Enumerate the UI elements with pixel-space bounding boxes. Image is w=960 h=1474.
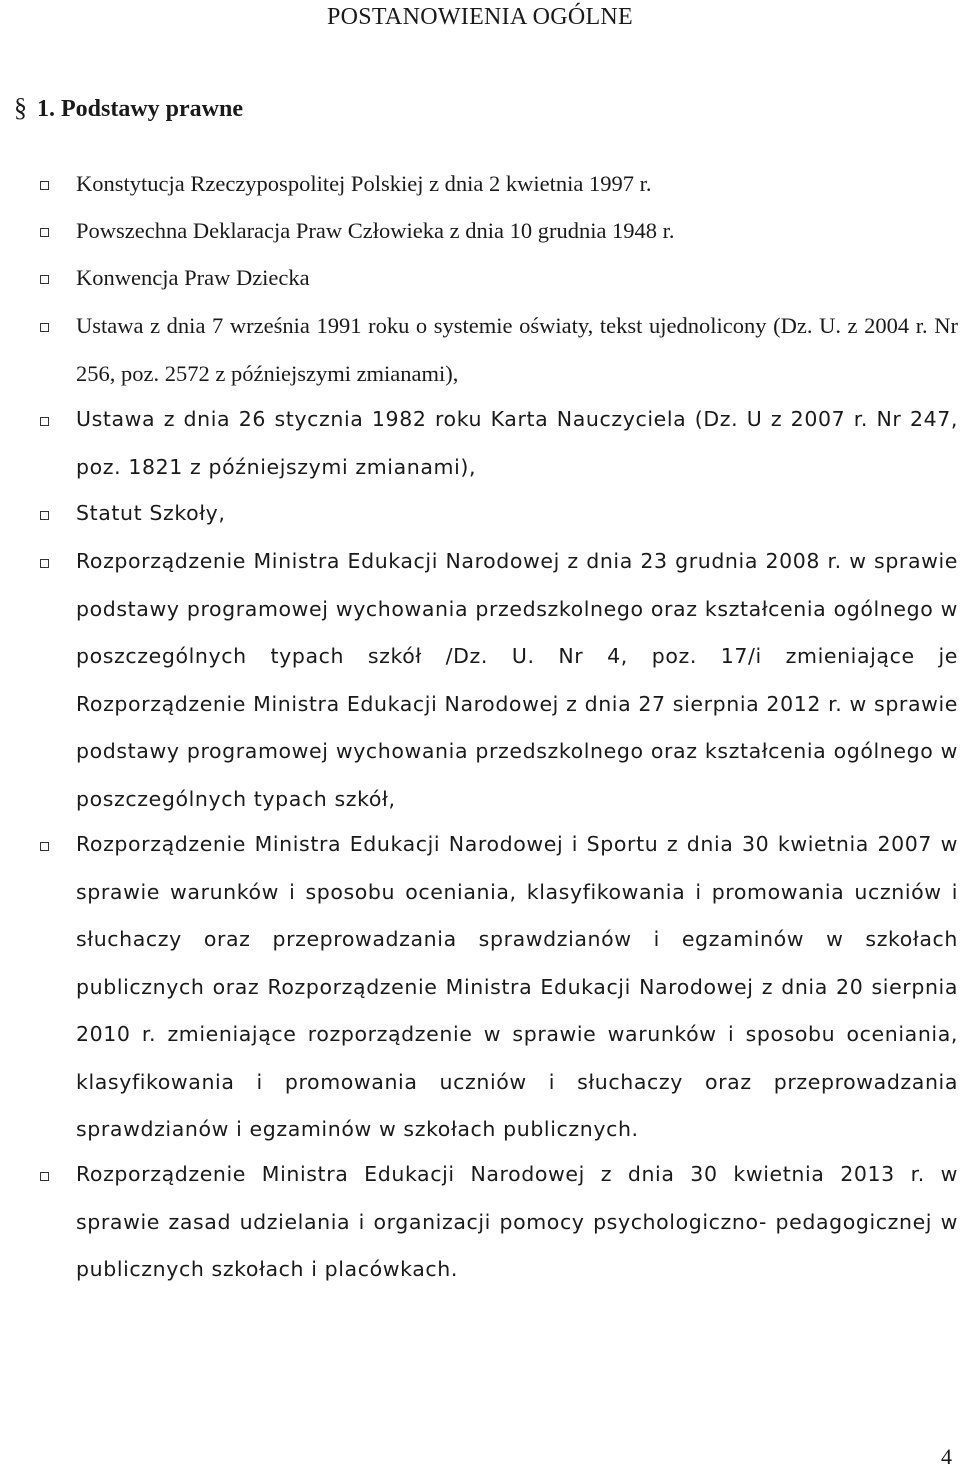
square-bullet-icon — [40, 275, 49, 284]
square-bullet-icon — [40, 1172, 49, 1181]
square-bullet-icon — [40, 559, 49, 568]
section-symbol: § — [14, 93, 27, 122]
section-heading-text: 1. Podstawy prawne — [37, 96, 244, 122]
page-number: 4 — [941, 1444, 952, 1469]
section-heading — [14, 92, 243, 125]
square-bullet-icon — [40, 323, 49, 332]
list-item-text: Konstytucja Rzeczypospolitej Polskiej z dnia 2 kwietnia 1997 r. — [76, 171, 652, 196]
list-item-text: Konwencja Praw Dziecka — [76, 265, 310, 290]
list-item-text: Powszechna Deklaracja Praw Człowieka z dnia 10 grudnia 1948 r. — [76, 218, 675, 243]
list-item-text: Rozporządzenie Ministra Edukacji Narodowej z dnia 23 grudnia 2008 r. w sprawie podstawy programowej wychowania przedszkolnego oraz kształcenia ogólnego w poszczególnych typach szkół /Dz. U. Nr 4, poz. 17/i zmieniające je Rozporządzenie Ministra Edukacji Narodowej z dnia 27 sierpnia 2012 r. w sprawie podstawy programowej wychowania przedszkolnego oraz kształcenia ogólnego w poszczególnych typach szkół, — [76, 549, 958, 811]
square-bullet-icon — [40, 417, 49, 426]
list-item-text: Statut Szkoły, — [76, 501, 226, 525]
square-bullet-icon — [40, 228, 49, 237]
list-item-text: Ustawa z dnia 26 stycznia 1982 roku Karta Nauczyciela (Dz. U z 2007 r. Nr 247, poz. 1821 z późniejszymi zmianami), — [76, 407, 958, 479]
square-bullet-icon — [40, 511, 49, 520]
square-bullet-icon — [40, 181, 49, 190]
page-title: POSTANOWIENIA OGÓLNE — [326, 4, 634, 30]
list-item-text: Rozporządzenie Ministra Edukacji Narodowej i Sportu z dnia 30 kwietnia 2007 w sprawie warunków i sposobu oceniania, klasyfikowania i promowania uczniów i słuchaczy oraz przeprowadzania sprawdzianów i egzaminów w szkołach publicznych oraz Rozporządzenie Ministra Edukacji Narodowej z dnia 20 sierpnia 2010 r. zmieniające rozporządzenie w sprawie warunków i sposobu oceniania, klasyfikowania i promowania uczniów i słuchaczy oraz przeprowadzania sprawdzianów i egzaminów w szkołach publicznych. — [76, 832, 958, 1141]
list-item-text: Ustawa z dnia 7 września 1991 roku o systemie oświaty, tekst ujednolicony (Dz. U. z 2004 r. Nr 256, poz. 2572 z późniejszymi zmianami), — [76, 313, 958, 386]
list-item-text: Rozporządzenie Ministra Edukacji Narodowej z dnia 30 kwietnia 2013 r. w sprawie zasad udzielania i organizacji pomocy psychologiczno- pedagogicznej w publicznych szkołach i placówkach. — [76, 1162, 958, 1281]
square-bullet-icon — [40, 842, 49, 851]
